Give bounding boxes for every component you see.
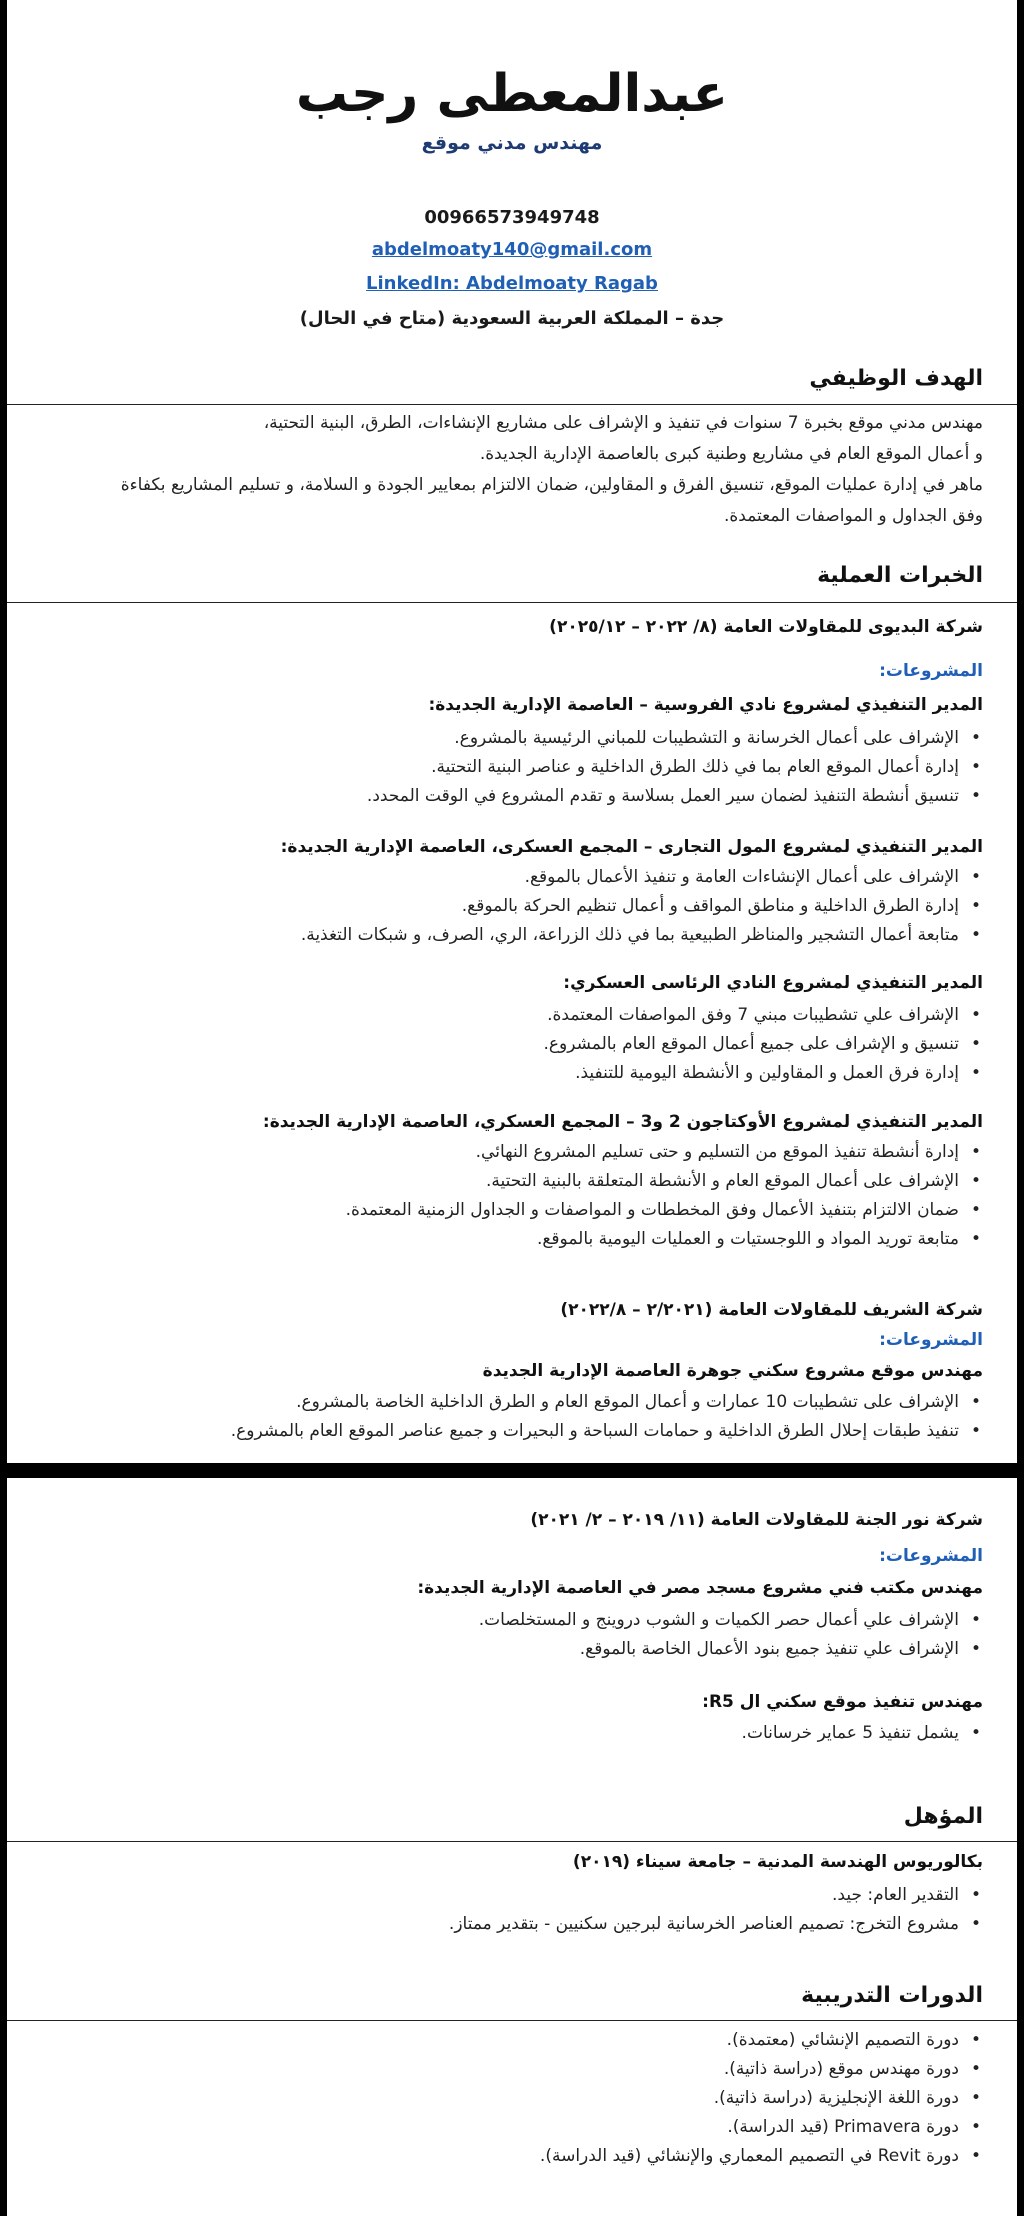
list-item: • دورة اللغة الإنجليزية (دراسة ذاتية). <box>27 2084 959 2113</box>
company-albadawy: شركة البديوى للمقاولات العامة (٨/ ٢٠٢٢ – ٢٠٢٥/١٢) <box>549 617 983 637</box>
list-item: • تنسيق و الإشراف على جميع أعمال الموقع العام بالمشروع. <box>27 1030 959 1059</box>
list-item: • دورة Primavera (قيد الدراسة). <box>27 2113 959 2142</box>
list-item: • دورة مهندس موقع (دراسة ذاتية). <box>27 2055 959 2084</box>
email-link[interactable]: abdelmoaty140@gmail.com <box>371 239 653 260</box>
resume-page-2 <box>7 1478 1017 2216</box>
role-title: مهندس موقع مشروع سكني جوهرة العاصمة الإدارية الجديدة <box>482 1361 983 1381</box>
company-nour-elganna: شركة نور الجنة للمقاولات العامة (١١/ ٢٠١٩ – ٢/ ٢٠٢١) <box>530 1510 983 1530</box>
list-item: • تنفيذ طبقات إحلال الطرق الداخلية و حمامات السباحة و البحيرات و جميع عناصر الموقع العام بالمشروع. <box>27 1417 959 1446</box>
job-title: مهندس مدني موقع <box>421 132 603 154</box>
list-item: • التقدير العام: جيد. <box>27 1881 959 1910</box>
list-item: • الإشراف على أعمال الموقع العام و الأنشطة المتعلقة بالبنية التحتية. <box>27 1167 959 1196</box>
education-bullets <box>27 1881 983 1939</box>
list-item: • تنسيق أنشطة التنفيذ لضمان سير العمل بسلاسة و تقدم المشروع في الوقت المحدد. <box>27 782 959 811</box>
list-item: • الإشراف علي تنفيذ جميع بنود الأعمال الخاصة بالموقع. <box>27 1635 959 1664</box>
objective-text: مهندس مدني موقع بخبرة 7 سنوات في تنفيذ و الإشراف على مشاريع الإنشاءات، الطرق، البنية التحتية، و أعمال الموقع العام في مشاريع وطنية كبرى بالعاصمة الإدارية الجديدة. ماهر في إدارة عمليات الموقع، تنسيق الفرق و المقاولين، ضمان الالتزام بمعايير الجودة و السلامة، و تسليم المشاريع بكفاءة وفق الجداول و المواصفات المعتمدة. <box>120 413 983 526</box>
degree: بكالوريوس الهندسة المدنية – جامعة سيناء (٢٠١٩) <box>572 1852 983 1872</box>
objective-rule <box>7 404 1017 405</box>
role-bullets <box>27 724 983 811</box>
role-title: مهندس تنفيذ موقع سكني ال R5: <box>702 1692 983 1712</box>
courses-bullets <box>27 2026 983 2171</box>
role-bullets <box>27 863 983 950</box>
list-item: • الإشراف على أعمال الخرسانة و التشطيبات للمباني الرئيسية بالمشروع. <box>27 724 959 753</box>
list-item: • دورة Revit في التصميم المعماري والإنشائي (قيد الدراسة). <box>27 2142 959 2171</box>
experience-rule <box>7 602 1017 603</box>
list-item: • الإشراف على أعمال الإنشاءات العامة و تنفيذ الأعمال بالموقع. <box>27 863 959 892</box>
education-rule <box>7 1841 1017 1842</box>
list-item: • إدارة فرق العمل و المقاولين و الأنشطة اليومية للتنفيذ. <box>27 1059 959 1088</box>
list-item: • الإشراف علي تشطيبات مبني 7 وفق المواصفات المعتمدة. <box>27 1001 959 1030</box>
role-bullets <box>27 1138 983 1254</box>
linkedin-link[interactable]: LinkedIn: Abdelmoaty Ragab <box>366 273 658 294</box>
projects-label: المشروعات: <box>879 1546 983 1566</box>
resume-page-1 <box>7 0 1017 1463</box>
role-bullets <box>27 1606 983 1664</box>
list-item: • ضمان الالتزام بتنفيذ الأعمال وفق المخططات و المواصفات و الجداول الزمنية المعتمدة. <box>27 1196 959 1225</box>
company-alsherif: شركة الشريف للمقاولات العامة (٢/٢٠٢١ – ٢٠٢٢/٨) <box>560 1300 983 1320</box>
list-item: • إدارة الطرق الداخلية و مناطق المواقف و أعمال تنظيم الحركة بالموقع. <box>27 892 959 921</box>
list-item: • إدارة أنشطة تنفيذ الموقع من التسليم و حتى تسليم المشروع النهائي. <box>27 1138 959 1167</box>
role-title: المدير التنفيذي لمشروع الأوكتاجون 2 و3 – المجمع العسكري، العاصمة الإدارية الجديدة: <box>262 1112 983 1132</box>
role-bullets <box>27 1001 983 1088</box>
list-item: • الإشراف على تشطيبات 10 عمارات و أعمال الموقع العام و الطرق الداخلية الخاصة بالمشروع. <box>27 1388 959 1417</box>
list-item: • الإشراف علي أعمال حصر الكميات و الشوب دروينج و المستخلصات. <box>27 1606 959 1635</box>
courses-rule <box>7 2020 1017 2021</box>
phone-number: 00966573949748 <box>424 207 600 228</box>
list-item: • مشروع التخرج: تصميم العناصر الخرسانية لبرجين سكنيين - بتقدير ممتاز. <box>27 1910 959 1939</box>
role-title: المدير التنفيذي لمشروع النادي الرئاسى العسكري: <box>563 973 983 993</box>
location: جدة – المملكة العربية السعودية (متاح في الحال) <box>299 308 725 329</box>
candidate-name: عبدالمعطى رجب <box>295 64 729 124</box>
projects-label: المشروعات: <box>879 1330 983 1350</box>
role-bullets <box>27 1719 983 1748</box>
list-item: • دورة التصميم الإنشائي (معتمدة). <box>27 2026 959 2055</box>
list-item: • يشمل تنفيذ 5 عماير خرسانات. <box>27 1719 959 1748</box>
role-title: المدير التنفيذي لمشروع نادي الفروسية – العاصمة الإدارية الجديدة: <box>428 695 983 715</box>
role-title: مهندس مكتب فني مشروع مسجد مصر في العاصمة الإدارية الجديدة: <box>417 1578 983 1598</box>
list-item: • إدارة أعمال الموقع العام بما في ذلك الطرق الداخلية و عناصر البنية التحتية. <box>27 753 959 782</box>
courses-title: الدورات التدريبية <box>801 1983 983 2008</box>
role-bullets <box>27 1388 983 1446</box>
projects-label: المشروعات: <box>879 661 983 681</box>
experience-title: الخبرات العملية <box>817 563 983 588</box>
education-title: المؤهل <box>903 1804 983 1829</box>
role-title: المدير التنفيذي لمشروع المول التجارى – المجمع العسكرى، العاصمة الإدارية الجديدة: <box>280 837 983 857</box>
list-item: • متابعة أعمال التشجير والمناظر الطبيعية بما في ذلك الزراعة، الري، الصرف، و شبكات التغذية. <box>27 921 959 950</box>
list-item: • متابعة توريد المواد و اللوجستيات و العمليات اليومية بالموقع. <box>27 1225 959 1254</box>
objective-title: الهدف الوظيفي <box>809 366 983 391</box>
